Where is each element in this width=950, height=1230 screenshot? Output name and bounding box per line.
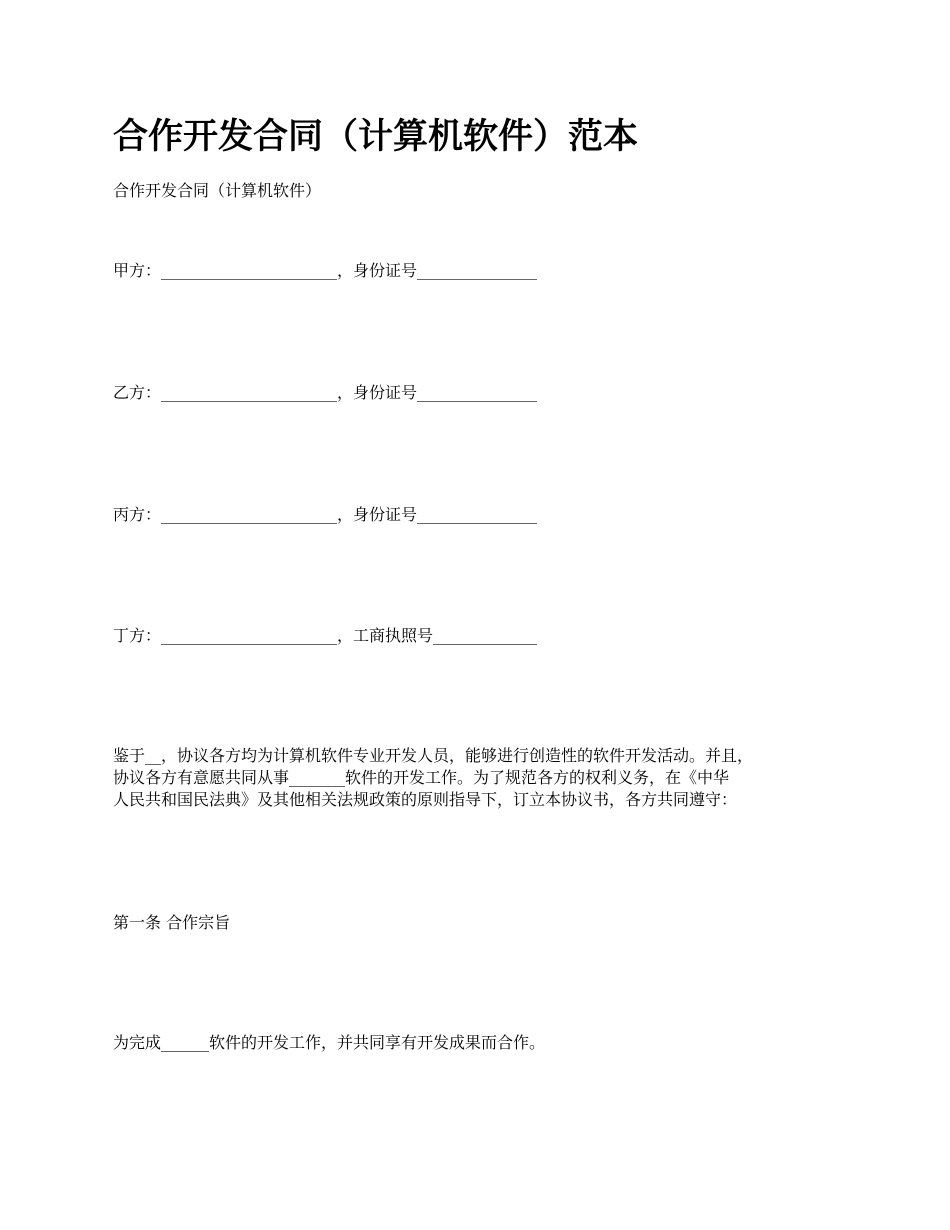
preamble-paragraph — [113, 745, 853, 811]
article-1-body: 为完成______软件的开发工作，并共同享有开发成果而合作。 — [113, 1033, 546, 1052]
preamble-line: 人民共和国民法典》及其他相关法规政策的原则指导下，订立本协议书，各方共同遵守： — [113, 790, 738, 809]
party-b-line: 乙方：______________________，身份证号_______________ — [113, 383, 538, 402]
preamble-line: 协议各方有意愿共同从事_______软件的开发工作。为了规范各方的权利义务，在《中华 — [113, 768, 730, 787]
document-title: 合作开发合同（计算机软件）范本 — [113, 116, 639, 157]
party-a-line: 甲方：______________________，身份证号_______________ — [113, 261, 538, 280]
preamble-line: 鉴于__，协议各方均为计算机软件专业开发人员，能够进行创造性的软件开发活动。并且， — [113, 746, 754, 765]
document-subtitle: 合作开发合同（计算机软件） — [113, 181, 322, 200]
party-c-line: 丙方：______________________，身份证号_______________ — [113, 505, 538, 524]
party-d-line: 丁方：______________________，工商执照号_____________ — [113, 626, 538, 645]
article-1-heading: 第一条 合作宗旨 — [113, 913, 231, 932]
